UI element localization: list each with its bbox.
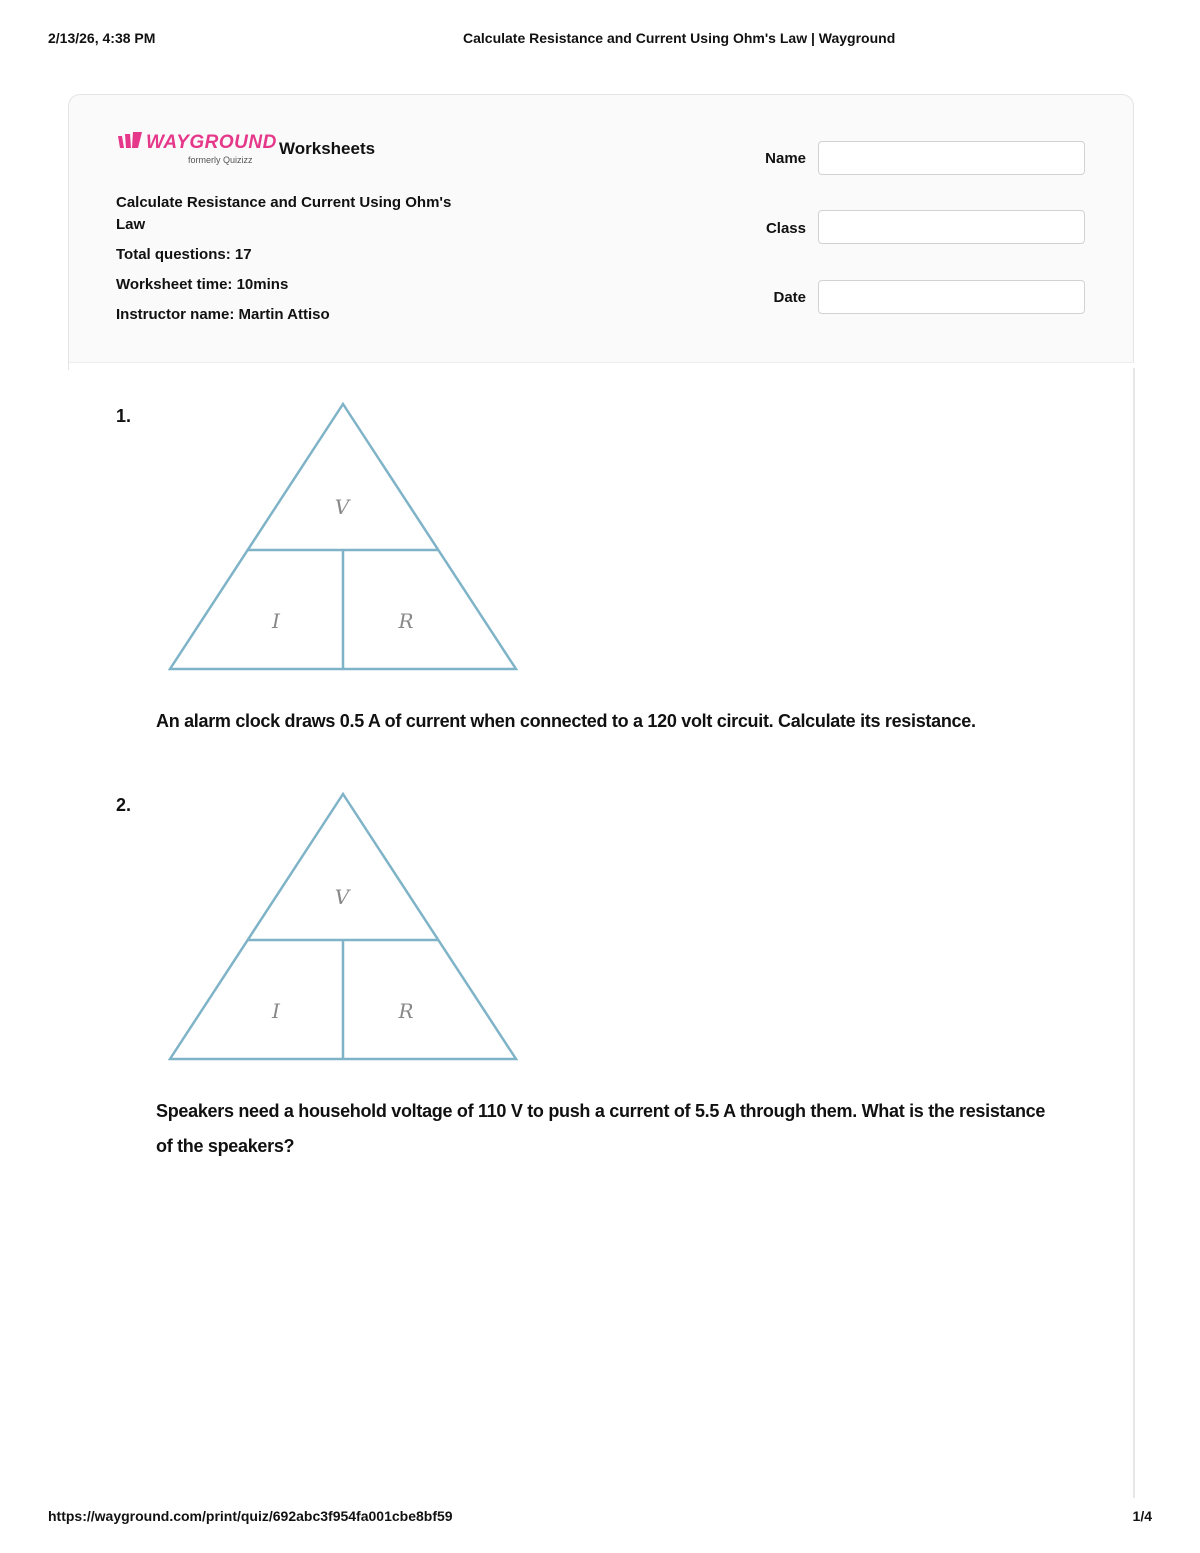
triangle-label-resistance: R (398, 609, 414, 633)
triangle-label-voltage: V (334, 495, 350, 519)
ohms-law-triangle-diagram (156, 396, 526, 681)
section-label: Worksheets (279, 139, 376, 158)
print-header (48, 30, 1152, 50)
name-label: Name (765, 150, 806, 167)
print-footer (48, 1508, 1152, 1528)
triangle-label-resistance: R (398, 999, 414, 1023)
triangle-label-voltage: V (334, 885, 350, 909)
print-page-number: 1/4 (1132, 1508, 1152, 1524)
triangle-label-current: I (272, 999, 280, 1023)
print-url: https://wayground.com/print/quiz/692abc3f954fa001cbe8bf59 (48, 1508, 453, 1524)
question-text: An alarm clock draws 0.5 A of current when connected to a 120 volt circuit. Calculate its resistance. (156, 711, 976, 731)
instructor-name: Instructor name: Martin Attiso (116, 306, 330, 323)
brand-logo-text: WAYGROUND (146, 132, 277, 153)
triangle-label-current: I (272, 609, 280, 633)
page-border-right (1133, 368, 1135, 1498)
class-field[interactable] (818, 210, 1085, 244)
print-title: Calculate Resistance and Current Using Ohm's Law | Wayground (463, 30, 896, 46)
date-label: Date (773, 289, 806, 306)
worksheet-time: Worksheet time: 10mins (116, 276, 289, 293)
question-text: Speakers need a household voltage of 110 V to push a current of 5.5 A through them. What is the resistance of the speakers? (156, 1101, 1046, 1156)
date-field[interactable] (818, 280, 1085, 314)
question-number: 1. (116, 406, 132, 426)
ohms-law-triangle-diagram (156, 786, 526, 1071)
class-label: Class (765, 220, 806, 237)
page-border-left (68, 362, 69, 370)
total-questions: Total questions: 17 (116, 246, 252, 263)
print-datetime: 2/13/26, 4:38 PM (48, 30, 156, 46)
brand-logo-subtitle: formerly Quizizz (188, 155, 253, 165)
worksheet-title: Calculate Resistance and Current Using Ohm's Law (116, 194, 452, 233)
question-number: 2. (116, 795, 132, 815)
header-divider (68, 362, 1134, 363)
name-field[interactable] (818, 141, 1085, 175)
